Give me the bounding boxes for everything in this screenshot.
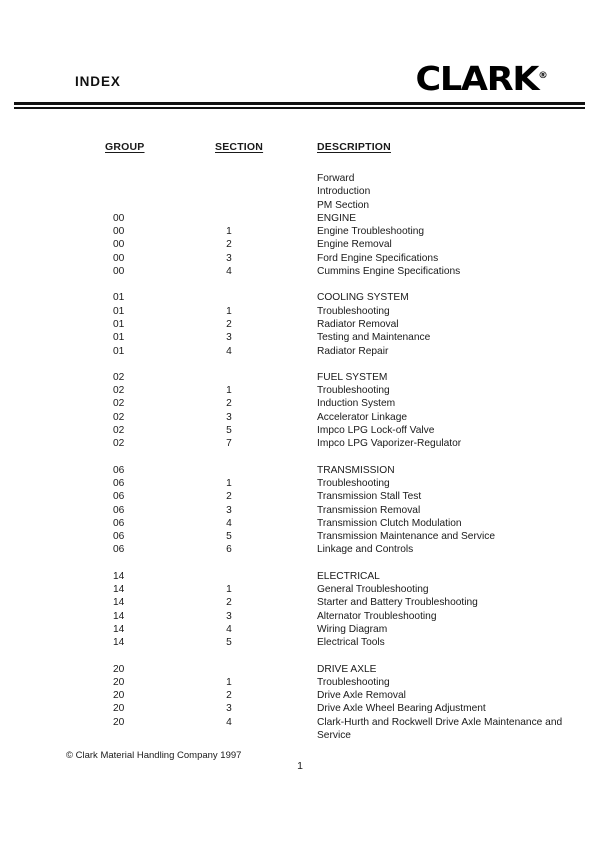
cell-description: TRANSMISSION — [317, 464, 395, 476]
cell-description: Troubleshooting — [317, 477, 390, 489]
cell-description: Troubleshooting — [317, 385, 390, 397]
table-row — [0, 371, 600, 384]
cell-group: 06 — [113, 517, 125, 529]
cell-section: 1 — [226, 676, 232, 688]
cell-description: Induction System — [317, 398, 396, 410]
cell-section: 6 — [226, 544, 232, 556]
index-group-block — [0, 570, 600, 650]
table-row — [0, 596, 600, 609]
table-row — [0, 238, 600, 251]
index-group-block — [0, 291, 600, 357]
cell-group: 20 — [113, 690, 125, 702]
cell-section: 2 — [226, 398, 232, 410]
cell-description: Linkage and Controls — [317, 544, 414, 556]
table-row — [0, 318, 600, 331]
cell-group: 00 — [113, 226, 125, 238]
cell-group: 20 — [113, 663, 125, 675]
cell-group: 20 — [113, 716, 125, 728]
table-row — [0, 424, 600, 437]
table-row — [0, 689, 600, 702]
cell-description: Cummins Engine Specifications — [317, 266, 461, 278]
cell-group: 02 — [113, 398, 125, 410]
index-group-block — [0, 663, 600, 741]
cell-group: 14 — [113, 584, 125, 596]
table-row — [0, 517, 600, 530]
page-footer — [0, 750, 600, 780]
cell-description: Radiator Repair — [317, 345, 389, 357]
cell-section: 4 — [226, 623, 232, 635]
table-row — [0, 411, 600, 424]
cell-section: 4 — [226, 517, 232, 529]
table-row — [0, 676, 600, 689]
index-group-block — [0, 172, 600, 278]
cell-description: Impco LPG Lock-off Valve — [317, 425, 435, 437]
cell-group: 14 — [113, 570, 125, 582]
cell-description: Impco LPG Vaporizer-Regulator — [317, 438, 462, 450]
cell-description: FUEL SYSTEM — [317, 371, 388, 383]
table-row — [0, 212, 600, 225]
table-row — [0, 543, 600, 556]
page-title: INDEX — [75, 74, 121, 89]
table-row — [0, 252, 600, 265]
table-row — [0, 291, 600, 304]
cell-section: 3 — [226, 504, 232, 516]
table-row — [0, 331, 600, 344]
table-row — [0, 185, 600, 198]
cell-group: 14 — [113, 637, 125, 649]
index-group-block — [0, 464, 600, 557]
cell-section: 2 — [226, 318, 232, 330]
cell-description: Drive Axle Removal — [317, 690, 406, 702]
cell-group: 02 — [113, 385, 125, 397]
cell-section: 5 — [226, 637, 232, 649]
index-group-block — [0, 371, 600, 451]
cell-description: Troubleshooting — [317, 305, 390, 317]
cell-description: Transmission Removal — [317, 504, 421, 516]
registered-trademark-icon: ® — [538, 71, 548, 81]
cell-group: 06 — [113, 464, 125, 476]
cell-group: 14 — [113, 597, 125, 609]
header-rule-thick — [14, 102, 585, 105]
cell-description: Forward — [317, 173, 355, 184]
cell-group: 01 — [113, 318, 125, 330]
cell-section: 5 — [226, 531, 232, 543]
cell-description: Electrical Tools — [317, 637, 385, 649]
cell-description: Alternator Troubleshooting — [317, 610, 437, 622]
cell-section: 4 — [226, 716, 232, 728]
table-row — [0, 663, 600, 676]
cell-description: Engine Troubleshooting — [317, 226, 425, 238]
table-row — [0, 702, 600, 715]
cell-description: Transmission Stall Test — [317, 491, 422, 503]
cell-section: 3 — [226, 411, 232, 423]
cell-description: Clark-Hurth and Rockwell Drive Axle Maintenance and Service — [317, 716, 563, 741]
cell-group: 06 — [113, 491, 125, 503]
cell-section: 1 — [226, 385, 232, 397]
cell-section: 3 — [226, 252, 232, 264]
table-row — [0, 397, 600, 410]
cell-description: Radiator Removal — [317, 318, 399, 330]
cell-description: DRIVE AXLE — [317, 663, 377, 675]
cell-group: 20 — [113, 703, 125, 715]
cell-description: Troubleshooting — [317, 676, 390, 688]
cell-group: 14 — [113, 623, 125, 635]
cell-group: 14 — [113, 610, 125, 622]
cell-section: 4 — [226, 345, 232, 357]
column-headers — [0, 141, 600, 155]
table-row — [0, 199, 600, 212]
cell-section: 2 — [226, 597, 232, 609]
table-row — [0, 265, 600, 278]
table-row — [0, 623, 600, 636]
copyright-notice: © Clark Material Handling Company 1997 — [66, 750, 242, 761]
cell-section: 2 — [226, 491, 232, 503]
cell-section: 3 — [226, 610, 232, 622]
cell-section: 4 — [226, 266, 232, 278]
cell-group: 00 — [113, 266, 125, 278]
cell-description: Ford Engine Specifications — [317, 252, 439, 264]
cell-description: COOLING SYSTEM — [317, 292, 409, 304]
cell-section: 1 — [226, 477, 232, 489]
column-header-description: DESCRIPTION — [317, 141, 391, 153]
cell-section: 7 — [226, 438, 232, 450]
cell-description: Testing and Maintenance — [317, 332, 431, 344]
cell-section: 2 — [226, 239, 232, 251]
cell-group: 01 — [113, 345, 125, 357]
table-row — [0, 345, 600, 358]
table-row — [0, 530, 600, 543]
index-table — [0, 172, 600, 742]
cell-description: Accelerator Linkage — [317, 411, 408, 423]
table-row — [0, 384, 600, 397]
cell-description: Introduction — [317, 186, 371, 198]
table-row — [0, 716, 600, 741]
cell-section: 1 — [226, 584, 232, 596]
cell-group: 00 — [113, 212, 125, 224]
cell-section: 3 — [226, 332, 232, 344]
cell-description: Drive Axle Wheel Bearing Adjustment — [317, 703, 486, 715]
table-row — [0, 172, 600, 185]
cell-description: ELECTRICAL — [317, 570, 380, 582]
clark-logo — [415, 59, 548, 98]
cell-group: 01 — [113, 292, 125, 304]
table-row — [0, 583, 600, 596]
header-rule-thin — [14, 107, 585, 109]
cell-group: 00 — [113, 239, 125, 251]
cell-description: Transmission Clutch Modulation — [317, 517, 462, 529]
cell-group: 06 — [113, 504, 125, 516]
cell-section: 5 — [226, 425, 232, 437]
table-row — [0, 437, 600, 450]
column-header-section: SECTION — [215, 141, 264, 153]
cell-group: 02 — [113, 371, 125, 383]
cell-group: 20 — [113, 676, 125, 688]
cell-group: 02 — [113, 438, 125, 450]
cell-section: 2 — [226, 690, 232, 702]
cell-group: 02 — [113, 411, 125, 423]
table-row — [0, 504, 600, 517]
cell-description: Engine Removal — [317, 239, 392, 251]
cell-group: 00 — [113, 252, 125, 264]
cell-group: 01 — [113, 332, 125, 344]
table-row — [0, 570, 600, 583]
cell-description: ENGINE — [317, 212, 357, 224]
cell-group: 06 — [113, 531, 125, 543]
cell-section: 3 — [226, 703, 232, 715]
table-row — [0, 490, 600, 503]
cell-description: Starter and Battery Troubleshooting — [317, 597, 478, 609]
table-row — [0, 610, 600, 623]
table-row — [0, 464, 600, 477]
cell-group: 02 — [113, 425, 125, 437]
cell-description: PM Section — [317, 199, 370, 211]
cell-section: 1 — [226, 305, 232, 317]
cell-description: Wiring Diagram — [317, 623, 388, 635]
page-number: 1 — [297, 760, 303, 772]
cell-description: Transmission Maintenance and Service — [317, 531, 495, 543]
table-row — [0, 305, 600, 318]
column-header-group: GROUP — [105, 141, 145, 153]
table-row — [0, 477, 600, 490]
clark-logo-text: CLARK — [415, 59, 539, 98]
table-row — [0, 225, 600, 238]
cell-group: 06 — [113, 477, 125, 489]
cell-group: 01 — [113, 305, 125, 317]
cell-section: 1 — [226, 226, 232, 238]
cell-description: General Troubleshooting — [317, 584, 429, 596]
table-row — [0, 636, 600, 649]
cell-group: 06 — [113, 544, 125, 556]
